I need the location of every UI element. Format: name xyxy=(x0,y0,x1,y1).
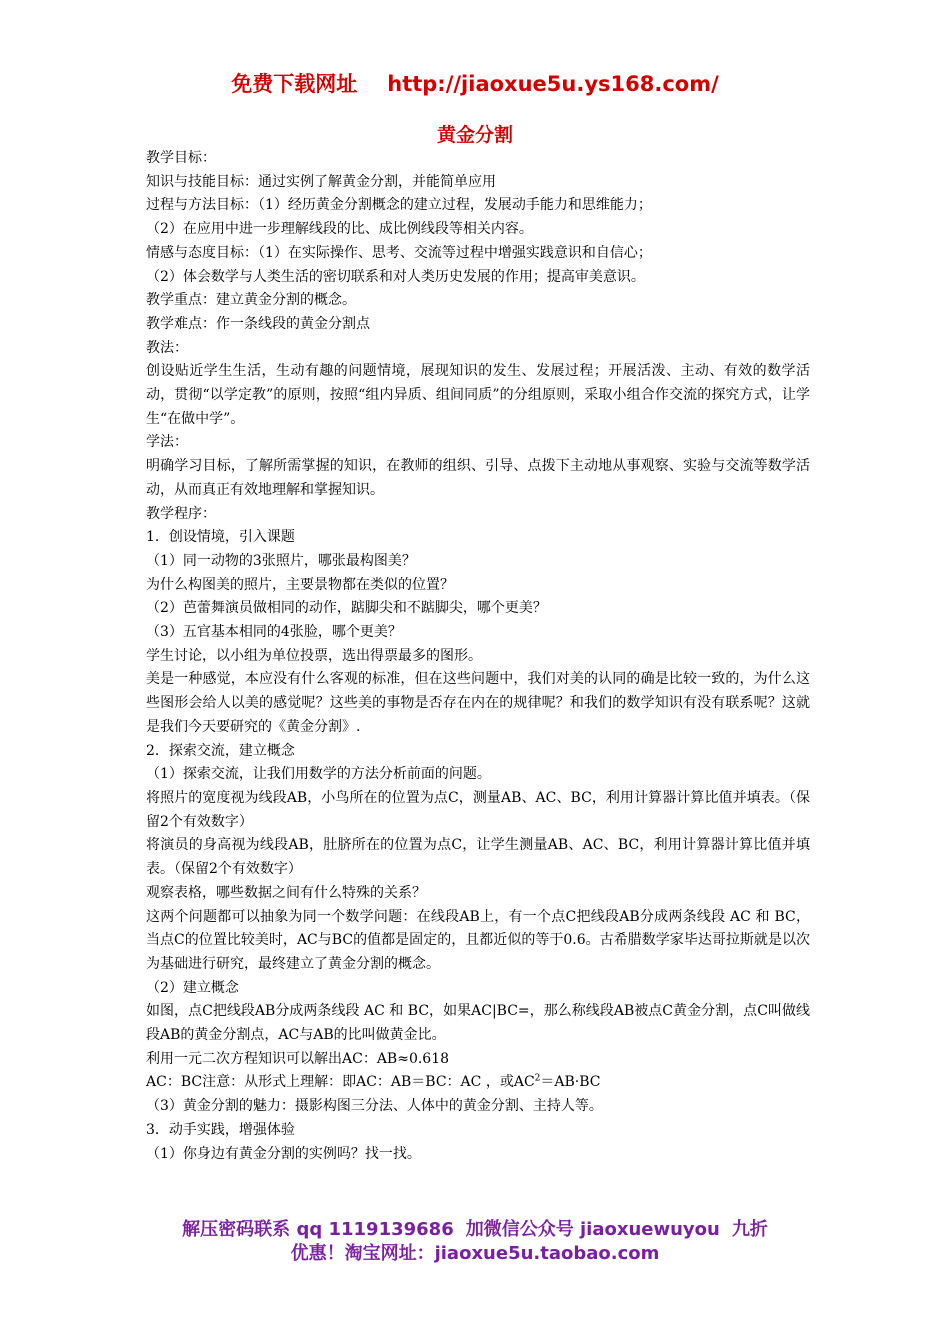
paragraph: （2）在应用中进一步理解线段的比、成比例线段等相关内容。 xyxy=(146,221,533,238)
formula-text: AC：BC注意：从形式上理解：即AC：AB＝BC：AC ，或AC xyxy=(146,1074,535,1091)
lesson-body xyxy=(146,147,810,1166)
paragraph: 教学程序： xyxy=(146,505,216,522)
download-header xyxy=(0,68,950,98)
promo-line-2[interactable]: 优惠！淘宝网址：jiaoxue5u.taobao.com xyxy=(290,1243,660,1264)
formula-text-end: ＝AB·BC xyxy=(540,1074,601,1091)
paragraph: 2．探索交流，建立概念 xyxy=(146,742,295,759)
paragraph: 情感与态度目标：（1）在实际操作、思考、交流等过程中增强实践意识和自信心； xyxy=(146,244,652,261)
paragraph: 学法： xyxy=(146,434,188,451)
paragraph: 教学重点：建立黄金分割的概念。 xyxy=(146,292,356,309)
paragraph: 教学目标： xyxy=(146,150,216,166)
paragraph: （2）芭蕾舞演员做相同的动作，踮脚尖和不踮脚尖，哪个更美？ xyxy=(146,600,547,617)
paragraph: （1）你身边有黄金分割的实例吗？找一找。 xyxy=(146,1145,421,1162)
paragraph: 学生讨论，以小组为单位投票，选出得票最多的图形。 xyxy=(146,647,482,664)
paragraph: 将照片的宽度视为线段AB，小鸟所在的位置为点C，测量AB、AC、BC，利用计算器计算比值并填表。（保留2个有效数字） xyxy=(146,789,810,830)
page-title: 黄金分割 xyxy=(436,124,513,146)
paragraph: 观察表格，哪些数据之间有什么特殊的关系？ xyxy=(146,884,426,901)
promo-qq: 解压密码联系 qq 1119139686 xyxy=(182,1219,454,1240)
promo-wechat: 加微信公众号 jiaoxuewuyou xyxy=(465,1219,720,1240)
paragraph: 教学难点：作一条线段的黄金分割点 xyxy=(146,315,370,332)
paragraph: 将演员的身高视为线段AB，肚脐所在的位置为点C，让学生测量AB、AC、BC，利用计算器计算比值并填表。（保留2个有效数字） xyxy=(146,837,810,878)
paragraph: （3）黄金分割的魅力：摄影构图三分法、人体中的黄金分割、主持人等。 xyxy=(146,1098,603,1115)
download-label: 免费下载网址 xyxy=(231,72,358,96)
paragraph: 利用一元二次方程知识可以解出AC：AB≈0.618 xyxy=(146,1050,450,1067)
formula-paragraph xyxy=(146,1071,810,1095)
promo-footer xyxy=(0,1218,950,1266)
download-url-link[interactable]: http://jiaoxue5u.ys168.com/ xyxy=(387,72,719,96)
paragraph: 过程与方法目标：（1）经历黄金分割概念的建立过程，发展动手能力和思维能力； xyxy=(146,197,652,214)
paragraph: 知识与技能目标：通过实例了解黄金分割，并能简单应用 xyxy=(146,173,496,190)
paragraph: （3）五官基本相同的4张脸，哪个更美？ xyxy=(146,624,402,641)
paragraph: 创设贴近学生生活，生动有趣的问题情境，展现知识的发生、发展过程；开展活泼、主动、有效的数学活动，贯彻“以学定教”的原则，按照“组内异质、组间同质”的分组原则，采取小组合作交流的探究方式，让学生“在做中学”。 xyxy=(146,363,810,427)
paragraph: （2）建立概念 xyxy=(146,979,239,996)
formula-superscript: 2 xyxy=(534,1073,541,1084)
paragraph: 为什么构图美的照片，主要景物都在类似的位置？ xyxy=(146,576,454,593)
paragraph: （2）体会数学与人类生活的密切联系和对人类历史发展的作用；提高审美意识。 xyxy=(146,268,645,285)
paragraph: 这两个问题都可以抽象为同一个数学问题：在线段AB上，有一个点C把线段AB分成两条线段 AC 和 BC，当点C的位置比较美时，AC与BC的值都是固定的，且都近似的等于0.6。古希腊数学家毕达哥拉斯就是以次为基础进行研究，最终建立了黄金分割的概念。 xyxy=(146,908,810,972)
promo-discount: 九折 xyxy=(731,1219,768,1240)
paragraph: 1．创设情境，引入课题 xyxy=(146,529,295,546)
paragraph: 美是一种感觉，本应没有什么客观的标准，但在这些问题中，我们对美的认同的确是比较一致的，为什么这些图形会给人以美的感觉呢？这些美的事物是否存在内在的规律呢？和我们的数学知识有没有联系呢？这就是我们今天要研究的《黄金分割》. xyxy=(146,671,810,735)
paragraph: 教法： xyxy=(146,339,188,356)
promo-line-1 xyxy=(0,1218,950,1242)
paragraph: 如图，点C把线段AB分成两条线段 AC 和 BC，如果AC|BC=，那么称线段AB被点C黄金分割，点C叫做线段AB的黄金分割点，AC与AB的比叫做黄金比。 xyxy=(146,1003,810,1044)
paragraph: （1）同一动物的3张照片，哪张最构图美？ xyxy=(146,552,416,569)
paragraph: 明确学习目标，了解所需掌握的知识，在教师的组织、引导、点拨下主动地从事观察、实验与交流等数学活动，从而真正有效地理解和掌握知识。 xyxy=(146,458,810,498)
paragraph: （1）探索交流，让我们用数学的方法分析前面的问题。 xyxy=(146,766,491,783)
paragraph: 3．动手实践，增强体验 xyxy=(146,1121,295,1138)
